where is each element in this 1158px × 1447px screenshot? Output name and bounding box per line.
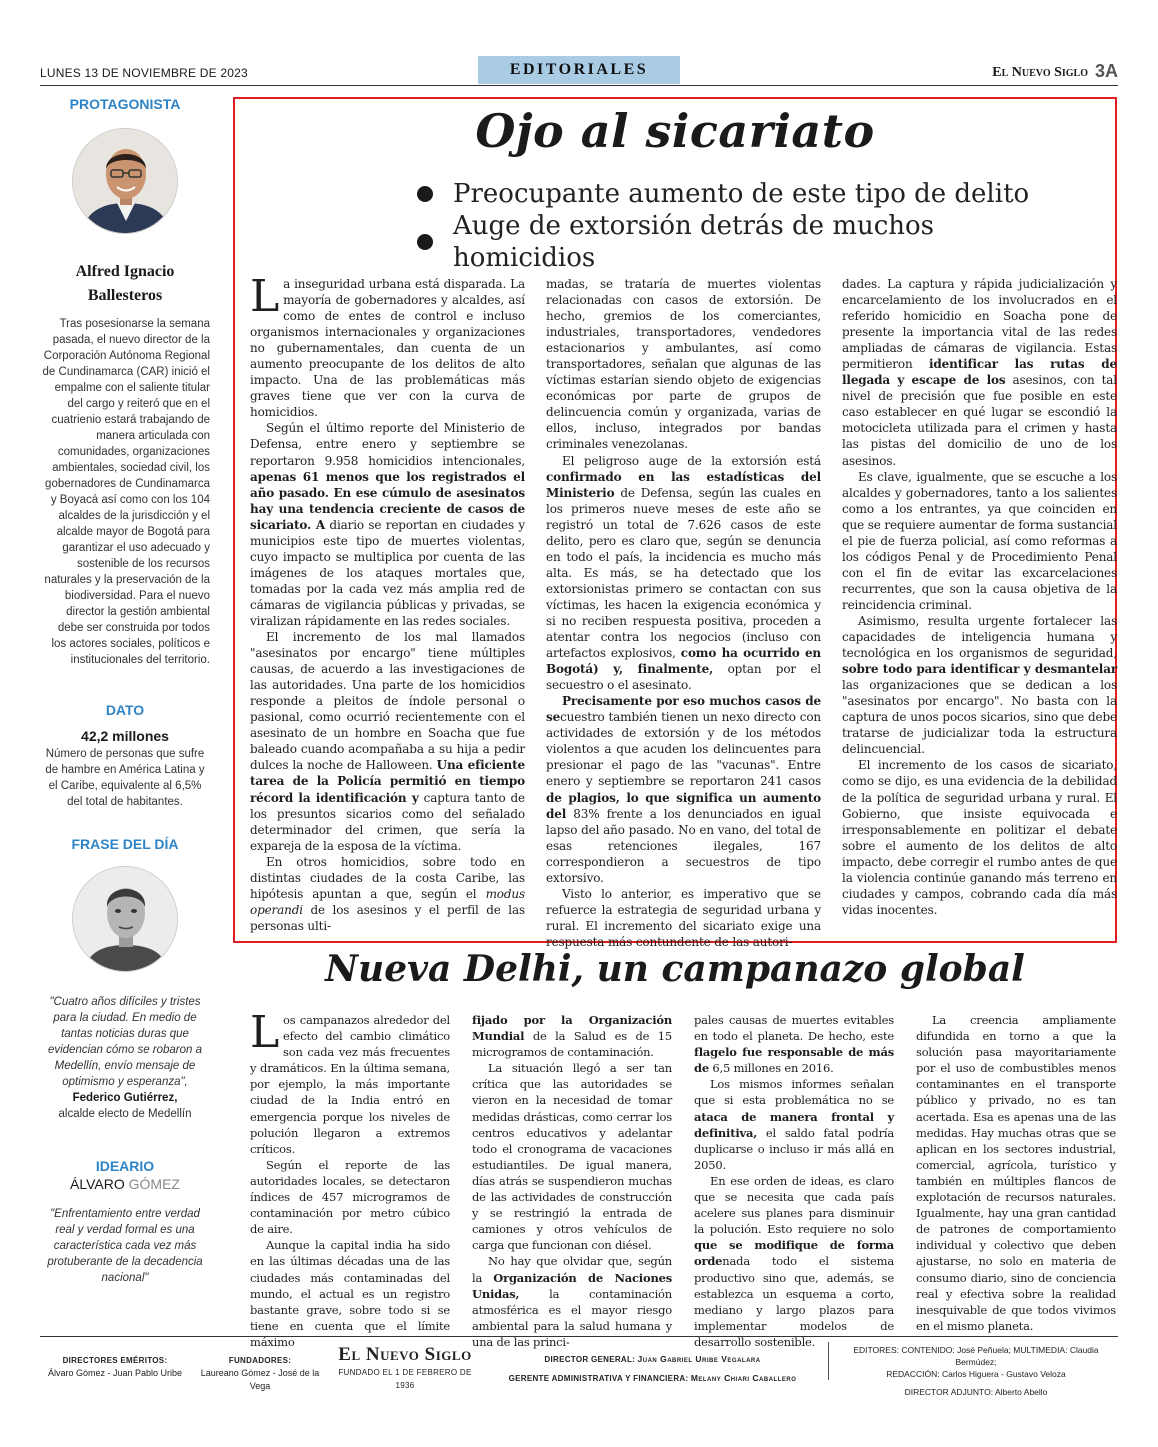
frase-photo — [72, 866, 178, 972]
footer-logo-block: El Nuevo Siglo FUNDADO EL 1 DE FEBRERO DE 1936 — [330, 1344, 480, 1392]
subhead-item: Auge de extorsión detrás de muchos homicidios — [417, 210, 1057, 274]
paragraph: Aunque la capital india ha sido en las últimas décadas una de las ciudades más contaminadas del mundo, el actual es un registro bastante grave, sobre todo si se tiene en cuenta que el límite máximo — [250, 1238, 450, 1349]
protagonista-heading: PROTAGONISTA — [69, 96, 181, 112]
dato-value: 42,2 millones — [81, 728, 169, 744]
subhead-item: Preocupante aumento de este tipo de delito — [417, 178, 1057, 210]
section-label: EDITORIALES — [478, 56, 680, 84]
paragraph: El incremento de los casos de sicariato, como se dijo, es una evidencia de la debilidad de la política de seguridad urbana y rural. El Gobierno, que insiste equivocada e irresponsablemente en politizar el debate sobre el aumento de los delitos de alto impacto, debe corregir el rumbo antes de que la violencia continúe ganando más terreno en ciudades y campos, cobrando cada día más vidas inocentes. — [842, 758, 1117, 917]
paragraph: No hay que olvidar que, según la Organización de Naciones Unidas, la contaminación atmosférica es el mayor riesgo ambiental para la salud humana y una de las princi- — [472, 1254, 673, 1349]
bullet-icon — [417, 234, 433, 250]
portrait-icon — [73, 129, 178, 234]
paragraph: dades. La captura y rápida judicialización y encarcelamiento de los involucrados en el referido homicidio en Soacha pone de presente la importancia vital de las redes ampliadas de cámaras de vigilancia. Estas permitieron identificar las rutas de llegada y escape de los asesinos, con tal nivel de precisión que fue posible en este caso establecer en qué lugar se escondió la motocicleta utilizada para el crimen y hasta las pistas del domicilio de uno de los asesinos. — [842, 277, 1117, 468]
article-column — [250, 271, 525, 950]
protagonista-photo — [72, 128, 178, 234]
paragraph: En otros homicidios, sobre todo en distintas ciudades de la costa Caribe, las hipótesis apuntan a que, según el modus operandi de los asesinos y el perfil de las personas ulti- — [250, 854, 525, 933]
editores: EDITORES: CONTENIDO: José Peñuela; MULTIMEDIA: Claudia Bermúdez; REDACCIÓN: Carlos Higuera - Gustavo Veloza DIRECTOR ADJUNTO: Alberto Abello — [853, 1345, 1099, 1397]
left-sidebar — [40, 96, 210, 1286]
ideario-author: ÁLVARO GÓMEZ — [70, 1176, 180, 1192]
article-column — [546, 276, 821, 950]
paragraph: La situación llegó a ser tan crítica que las autoridades se vieron en la necesidad de tomar medidas drásticas, como cerrar los centros educativos y adelantar todo el cronograma de vacaciones estudiantiles. De igual manera, días atrás se suspendieron muchas de las actividades de construcción y se restringió la entrada de camiones y otros vehículos de carga que funcionan con diésel. — [472, 1061, 672, 1253]
frase-role: alcalde electo de Medellín — [58, 1108, 192, 1120]
paragraph: El peligroso auge de la extorsión está confirmado en las estadísticas del Ministerio de Defensa, según las cuales en los primeros nueve meses de este año se registró un total de 7.626 casos de este delito, pero es claro que, según se denuncia en todo el país, la incidencia es mucho más alta. Es más, se ha detectado que los extorsionistas primero se contactan con sus víctimas, les hacen la exigencia económica y si no reciben respuesta positiva, proceden a atentar contra los negocios (incluso con artefactos explosivos, como ha ocurrido en Bogotá) y, finalmente, optan por el secuestro o el asesinato. — [546, 453, 822, 693]
article-column — [916, 1012, 1116, 1350]
frase-quote: "Cuatro años difíciles y tristes para la ciudad. En medio de tantas noticias duras que evidencian cómo se robaron a Medellín, envío mensaje de optimismo y esperanza", — [47, 996, 203, 1088]
editorial-body — [250, 271, 1117, 950]
article-column — [472, 1012, 672, 1350]
protagonista-text: Tras posesionarse la semana pasada, el nuevo director de la Corporación Autónoma Regional de Cundinamarca (CAR) inició el empalme con el saliente titular del cargo y reiteró que en el cuatrienio estará trabajando de manera articulada con comunidades, organizaciones ambientales, sociedad civil, los gobernadores de Cundinamarca y Boyacá así como con los 104 alcaldes de la jurisdicción y el alcalde mayor de Bogotá para garantizar el uso adecuado y sostenible de los recursos naturales y la preservación de la biodiversidad. Para el nuevo director la gestión ambiental debe ser construida por todos los actores sociales, políticos e institucionales del territorio. — [42, 318, 210, 666]
article-column — [694, 1012, 894, 1350]
paragraph: pales causas de muertes evitables en todo el planeta. De hecho, este flagelo fue responsable de más de 6,5 millones en 2016. — [694, 1013, 894, 1076]
protagonista-name: Alfred Ignacio Ballesteros — [75, 263, 175, 304]
paragraph: Precisamente por eso muchos casos de secuestro también tienen un nexo directo con actividades de extorsión y de los métodos violentos a que acuden los delincuentes para presionar el pago de las "vacunas". Entre enero y septiembre se reportaron 241 casos de plagios, lo que significa un aumento del 83% frente a los denunciados en igual lapso del año pasado. No en vano, del total de esas retenciones ilegales, 167 correspondieron a secuestros de tipo extorsivo. — [546, 694, 821, 885]
footer-logo: El Nuevo Siglo — [338, 1344, 472, 1365]
page-header — [40, 56, 1118, 86]
paragraph: fijado por la Organización Mundial de la Salud es de 15 microgramos de contaminación. — [472, 1013, 672, 1060]
paragraph: Según el último reporte del Ministerio de Defensa, entre enero y septiembre se reportaron 9.958 homicidios intencionales, apenas 61 menos que los registrados el año pasado. En ese cúmulo de asesinatos hay una tendencia creciente de casos de sicariato. A diario se reportan en ciudades y municipios este tipo de muertes violentas, cuyo impacto se multiplica por cuenta de las imágenes de los ataques mortales que, tomadas por la cada vez más amplia red de cámaras de vigilancia públicas y privadas, se viralizan rápidamente en las redes sociales. — [250, 421, 525, 628]
paragraph: La creencia ampliamente difundida en torno a que la solución pasa mayoritariamente por el uso de combustibles menos contaminantes en el transporte público y privado, no es tan acertada. Esa es apenas una de las medidas. Hay muchas otras que se aplican en los sectores industrial, comercial, agrícola, turístico y también en múltiples flancos de explotación de recursos naturales. Igualmente, hay una gran cantidad de patrones de comportamiento individual y colectivo que deben ajustarse, no solo en materia de consumo diario, sino de conciencia real y efectiva sobre la realidad inesquivable de que todos vivimos en el mismo planeta. — [916, 1013, 1116, 1333]
issue-date: LUNES 13 DE NOVIEMBRE DE 2023 — [40, 66, 248, 80]
frase-author: Federico Gutiérrez, — [72, 1092, 178, 1104]
direccion-general: DIRECTOR GENERAL: Juan Gabriel Uribe Vegalara GERENTE ADMINISTRATIVA Y FINANCIERA: Melany Chiari Caballero — [508, 1354, 797, 1383]
paragraph: Asimismo, resulta urgente fortalecer las capacidades de inteligencia humana y tecnológica en los organismos de seguridad, sobre todo para identificar y desmantelar las organizaciones que se dedican a los "asesinatos por encargo". No basta con la captura de unos pocos sicarios, sino que debe tratarse de judicializar toda la estructura delincuencial. — [842, 613, 1117, 757]
paragraph: Los campanazos alrededor del efecto del cambio climático son cada vez más frecuentes y dramáticos. En la última semana, por ejemplo, la más importante ciudad de la India entró en emergencia porque los niveles de polución llegaron a extremos críticos. — [250, 1007, 450, 1156]
paragraph: En ese orden de ideas, es claro que se necesita que cada país acelere sus planes para disminuir la polución. Esto requiere no solo que se modifique de forma ordenada todo el sistema productivo sino que, además, se establezca un esquema a corto, mediano y largo plazos para implementar modelos de desarrollo sostenible. — [694, 1173, 894, 1349]
footer-divider — [828, 1342, 829, 1380]
article-column — [842, 276, 1117, 950]
paragraph: madas, se trataría de muertes violentas relacionadas con casos de extorsión. De hecho, gremios de los comerciantes, industriales, transportadores, vendedores estacionarios y ambulantes, así como transportadores, señalan que algunas de las víctimas estarían siendo objeto de exigencias económicas por parte de grupos de delincuencia común y organizada, varias de ellos, incluso, integrados por bandas criminales venezolanas. — [546, 277, 821, 452]
paragraph: Los mismos informes señalan que si esta problemática no se ataca de manera frontal y definitiva, el saldo fatal podría duplicarse o incluso ir más allá en 2050. — [694, 1077, 894, 1172]
page-number: 3A — [1094, 61, 1118, 81]
editorial-title: Ojo al sicariato — [475, 104, 875, 158]
bullet-icon — [417, 186, 433, 202]
dato-text: Número de personas que sufre de hambre en América Latina y el Caribe, equivalente al 6,5% del total de habitantes. — [45, 748, 205, 808]
editorial2-body — [250, 1007, 1116, 1350]
ideario-quote: "Enfrentamiento entre verdad real y verdad formal es una característica cada vez más protuberante de la decadencia nacional" — [47, 1208, 203, 1284]
paragraph: La inseguridad urbana está disparada. La mayoría de gobernadores y alcaldes, así como de entes de control e incluso organismos internacionales y organizaciones no gubernamentales, dan cuenta de un aumento preocupante de los delitos de alto impacto. Una de las problemáticas más graves tiene que ver con la curva de homicidios. — [250, 271, 525, 420]
editorial-subheads — [417, 178, 1057, 274]
article-column — [250, 1007, 450, 1350]
paragraph: Según el reporte de las autoridades locales, se detectaron índices de 457 microgramos de contaminación por metro cúbico de aire. — [250, 1157, 450, 1237]
directores-emeritos: DIRECTORES EMÉRITOS: Álvaro Gómez - Juan Pablo Uribe — [47, 1356, 183, 1378]
paragraph: El incremento de los mal llamados "asesinatos por encargo" tiene múltiples causas, de acuerdo a las investigaciones de las autoridades. Una parte de los homicidios responde a pleitos de índole personal o pasional, como ocurrió recientemente con el asesinato de un hombre en Soacha que fue baleado cuando acompañaba a su hija a pedir dulces la noche de Halloween. Una eficiente tarea de la Policía permitió en tiempo récord la identificación y captura tanto de los presuntos sicarios como del señalado determinador del crimen, que sería la expareja de la esposa de la víctima. — [250, 630, 525, 853]
ideario-heading: IDEARIO — [95, 1158, 155, 1174]
publication-name: El Nuevo Siglo — [992, 65, 1088, 80]
editorial2-title: Nueva Delhi, un campanazo global — [325, 948, 1025, 990]
portrait-icon — [73, 867, 178, 972]
fundadores: FUNDADORES: Laureano Gómez - José de la Vega — [200, 1356, 320, 1391]
drop-cap: L — [250, 271, 280, 322]
frase-heading: FRASE DEL DÍA — [71, 836, 179, 852]
drop-cap: L — [250, 1007, 280, 1058]
paragraph: Visto lo anterior, es imperativo que se refuerce la estrategia de seguridad urbana y rural. El incremento del sicariato exige una respuesta más contundente de las autori- — [546, 886, 821, 949]
dato-heading: DATO — [105, 702, 145, 718]
paragraph: Es clave, igualmente, que se escuche a los alcaldes y gobernadores, tanto a los salientes como a los entrantes, ya que coinciden en que se requiere aumentar de forma sustancial el pie de fuerza policial, así como reformas a los códigos Penal y de Procedimiento Penal con el fin de evitar las excarcelaciones recurrentes, que son la causa objetiva de la reincidencia criminal. — [842, 469, 1117, 612]
